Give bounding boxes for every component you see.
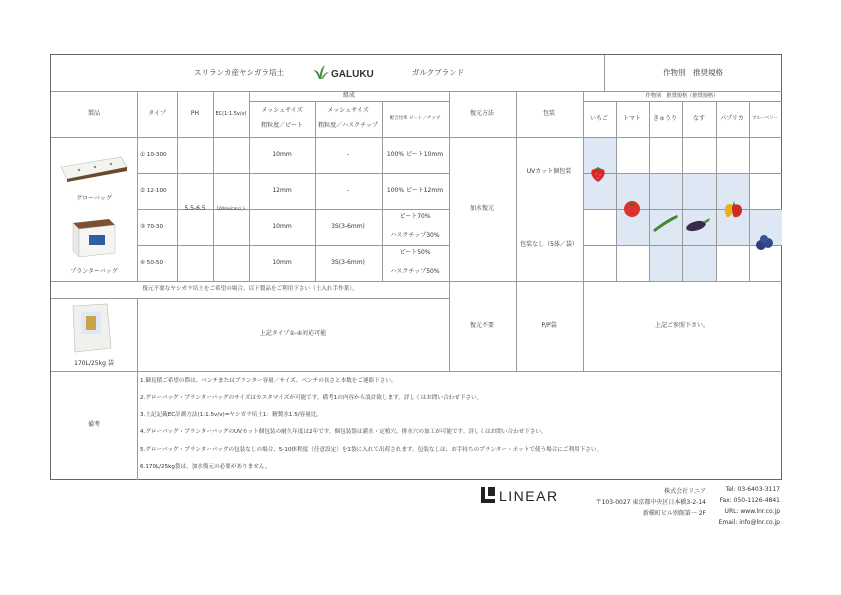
footer-company: 株式会社リニア <box>664 488 706 495</box>
bag-170l-image <box>67 302 117 358</box>
restore-not-needed: 復元不要 <box>469 322 495 329</box>
crops-see-above: 上記ご参照下さい。 <box>654 322 710 329</box>
recommendation-sheet <box>50 54 782 480</box>
remark-6: 6.170L/25kg袋は、加水復元の必要がありません。 <box>140 464 271 470</box>
remarks-label: 備考 <box>87 421 101 428</box>
col-mesh2-bottom: 粗粒度／ハスクチップ <box>318 122 378 129</box>
remark-3: 3.上記記載EC計測方法(1:1.5v/v)=ヤシガラ培土1：精製水1.5/容量比。 <box>140 412 323 418</box>
crop-blueberry-label: ブルーベリー <box>752 116 778 121</box>
footer-address-1: 〒103-0027 東京都中央区日本橋3-2-14 <box>595 499 706 506</box>
col-packaging: 包装 <box>542 110 556 117</box>
col-crop-group: 作物別 推奨規格（推奨規格） <box>645 93 719 99</box>
type-row-1: ① 10-300 <box>140 152 167 158</box>
planter-bag-label: プランターバッグ <box>70 268 118 275</box>
ratio-row-4a: ピート50% <box>399 249 431 256</box>
ec-value: 100ms/cm以下 <box>216 206 246 211</box>
mesh2-row-2: - <box>346 187 350 194</box>
col-ec: EC(1:1.5v/v) <box>215 111 247 117</box>
blueberry-icon <box>753 233 777 257</box>
col-restore: 復元方法 <box>469 110 495 117</box>
mesh1-row-3: 10mm <box>272 223 292 230</box>
footer-tel: Tel: 03-6403-3117 <box>725 486 780 493</box>
remark-2: 2.グローバッグ・プランターバッグのサイズはカスタマイズが可能です。備考1の内容から設計致します。詳しくはお問い合わせ下さい。 <box>140 395 483 401</box>
type-row-4: ④ 50-50 <box>140 260 164 266</box>
bag-170l-label: 170L/25kg 袋 <box>74 360 114 367</box>
galuku-logo <box>313 65 393 85</box>
col-product: 製品 <box>87 110 101 117</box>
crop-strawberry-label: いちご <box>589 115 609 122</box>
paprika-icon <box>722 200 746 224</box>
col-ratio: 配合比率 ピート／チップ <box>389 116 441 121</box>
mesh2-row-3: 3S(3-6mm) <box>331 223 365 230</box>
remark-1: 1.御見積ご希望の際は、ベンチまたはプランター容量／サイズ、ベンチの長さと本数をご連絡下さい。 <box>140 378 397 384</box>
tomato-icon <box>622 198 642 222</box>
ratio-row-3a: ピート70% <box>399 213 431 220</box>
col-type: タイプ <box>148 110 166 117</box>
side-title: 作物別 推奨規格 <box>663 68 723 77</box>
col-ph: PH <box>190 110 200 117</box>
col-mesh1-top: メッシュサイズ <box>261 107 303 114</box>
crop-tomato-label: トマト <box>622 115 642 122</box>
ratio-row-1: 100% ピート10mm <box>386 151 444 158</box>
remark-5: 5.グローバッグ・プランターバッグの包装なしの場合、5-10体程度（任意設定）を1袋に入れて出荷されます。包装なしは、お手持ちのプランター・ポットで使う場合にご利用下さい。 <box>140 447 603 453</box>
footer-address-2: 新槇町ビル別館第一 2F <box>642 510 706 517</box>
remark-4: 4.グローバッグ・プランターバッグのUVカット個包装の耐久年度は2年です。個包装袋は灌水・定植穴、排水穴の加工が可能です。詳しくはお問い合わせ下さい。 <box>140 429 547 435</box>
eggplant-icon <box>684 213 712 237</box>
ratio-row-2: 100% ピート12mm <box>386 187 444 194</box>
mesh1-row-1: 10mm <box>272 151 292 158</box>
grow-bag-image <box>59 155 129 187</box>
col-composition: 組成 <box>342 92 356 99</box>
mesh1-row-4: 10mm <box>272 259 292 266</box>
title-right: ガルクブランド <box>411 68 465 77</box>
title-left: スリランカ産ヤシガラ培土 <box>194 68 284 77</box>
col-mesh2-top: メッシュサイズ <box>327 107 369 114</box>
crop-eggplant-label: なす <box>692 115 706 122</box>
mesh1-row-2: 12mm <box>272 187 292 194</box>
galuku-logo-text: GALUKU <box>331 69 374 80</box>
ph-value: 5.5-6.5 <box>184 205 206 212</box>
pp-bag: P/P袋 <box>541 322 557 329</box>
footer-fax: Fax: 050-1126-4841 <box>719 497 780 504</box>
footer-email[interactable]: Email: info@lnr.co.jp <box>718 519 780 526</box>
linear-logo-text: LINEAR <box>499 488 559 504</box>
mesh2-row-4: 3S(3-6mm) <box>331 259 365 266</box>
ratio-row-4b: ハスクチップ50% <box>390 268 440 275</box>
non-restore-note: 復元不要なヤシガラ培土をご希望の場合、以下製品をご利用下さい（土入れ手作業）。 <box>142 286 358 292</box>
strawberry-icon <box>588 165 608 187</box>
crop-paprika-label: パプリカ <box>720 115 744 122</box>
planter-bag-image <box>69 215 119 265</box>
packaging-none: 包装なし（5体／袋） <box>520 241 578 248</box>
ratio-row-3b: ハスクチップ30% <box>390 232 440 239</box>
type-row-3: ③ 70-30 <box>140 224 164 230</box>
grow-bag-label: グローバッグ <box>76 195 112 202</box>
col-mesh1-bottom: 粗粒度／ピート <box>261 122 303 129</box>
type-row-2: ② 12-100 <box>140 188 167 194</box>
mesh2-row-1: - <box>346 151 350 158</box>
footer-url[interactable]: URL: www.lnr.co.jp <box>724 508 780 515</box>
packaging-uv: UVカット個包装 <box>526 168 572 175</box>
cucumber-icon <box>651 213 679 237</box>
types-note: 上記タイプ①-④対応可能 <box>259 330 327 337</box>
crop-cucumber-label: きゅうり <box>652 115 678 122</box>
restore-value: 加水復元 <box>469 205 495 212</box>
